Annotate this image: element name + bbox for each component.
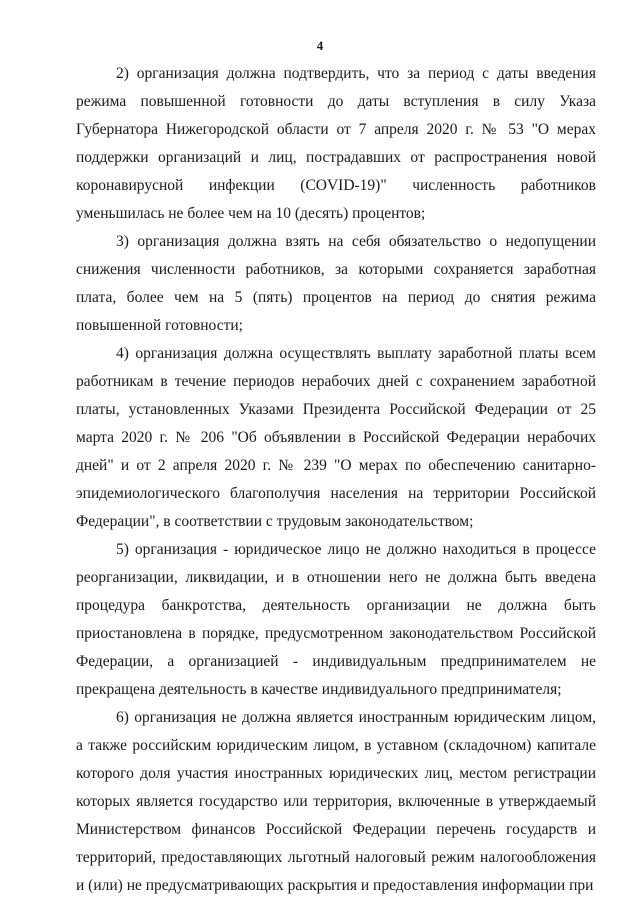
paragraph-item-2: 2) организация должна подтвердить, что за период с даты введения режима повышенной готовности до даты вступления в силу Указа Губернатора Нижегородской области от 7 апреля 2020 г. № 53 "О мерах поддержки организаций и лиц, пострадавших от распространения новой коронавирусной инфекции (COVID-19)" численность работников уменьшилась не более чем на 10 (десять) процентов; [76,65,596,222]
page-number: 4 [316,38,324,53]
paragraph-item-3: 3) организация должна взять на себя обязательство о недопущении снижения численности работников, за которыми сохраняется заработная плата, более чем на 5 (пять) процентов на период до снятия режима повышенной готовности; [76,233,596,334]
paragraph-item-6: 6) организация не должна является иностранным юридическим лицом, а также российским юридическим лицом, в уставном (складочном) капитале которого доля участия иностранных юридических лиц, местом регистрации которых является государство или территория, включенные в утверждаемый Министерством финансов Российской Федерации перечень государств и территорий, предоставляющих льготный налоговый режим налогообложения и (или) не предусматривающих раскрытия и предоставления информации при [76,709,596,894]
paragraph-item-5: 5) организация - юридическое лицо не должно находиться в процессе реорганизации, ликвидации, и в отношении него не должна быть введена процедура банкротства, деятельность организации не должна быть приостановлена в порядке, предусмотренном законодательством Российской Федерации, а организацией - индивидуальным предпринимателем не прекращена деятельность в качестве индивидуального предпринимателя; [76,541,596,698]
paragraph-item-4: 4) организация должна осуществлять выплату заработной платы всем работникам в течение периодов нерабочих дней с сохранением заработной платы, установленных Указами Президента Российской Федерации от 25 марта 2020 г. № 206 "Об объявлении в Российской Федерации нерабочих дней" и от 2 апреля 2020 г. № 239 "О мерах по обеспечению санитарно-эпидемиологического благополучия населения на территории Российской Федерации", в соответствии с трудовым законодательством; [76,345,596,530]
document-body [76,60,596,900]
